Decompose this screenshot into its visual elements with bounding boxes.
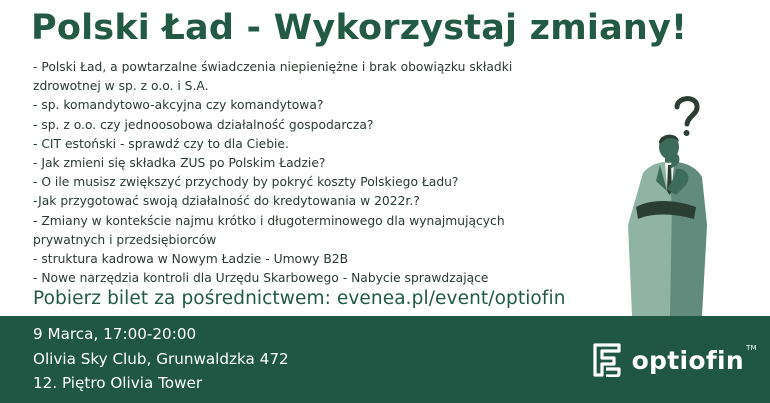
list-item: - struktura kadrowa w Nowym Ładzie - Umowy B2B bbox=[33, 252, 349, 267]
event-footer bbox=[0, 316, 770, 403]
list-item: - Nowe narzędzia kontroli dla Urzędu Skarbowego - Nabycie sprawdzające bbox=[33, 271, 489, 286]
list-item: - Polski Ład, a powtarzalne świadczenia niepieniężne i brak obowiązku składki bbox=[33, 60, 513, 74]
list-item: prywatnych i przedsiębiorców bbox=[33, 232, 217, 247]
list-item: - sp. z o.o. czy jednoosobowa działalność gospodarcza? bbox=[33, 117, 374, 132]
optiofin-logo-icon bbox=[592, 343, 622, 377]
brand-name: optiofin TM bbox=[631, 343, 757, 375]
event-date: 9 Marca, 17:00-20:00 bbox=[33, 325, 197, 343]
event-floor: 12. Piętro Olivia Tower bbox=[33, 374, 203, 392]
trademark-mark: TM bbox=[746, 343, 757, 352]
list-item: zdrowotnej w sp. z o.o. i S.A. bbox=[33, 79, 209, 94]
list-item: - CIT estoński - sprawdź czy to dla Ciebie. bbox=[33, 136, 289, 151]
page-title: Polski Ład - Wykorzystaj zmiany! bbox=[31, 8, 688, 48]
question-mark-icon bbox=[677, 99, 697, 136]
list-item: - O ile musisz zwiększyć przychody by pokryć koszty Polskiego Ładu? bbox=[33, 175, 459, 190]
ticket-link[interactable]: Pobierz bilet za pośrednictwem: evenea.pl/event/optiofin bbox=[33, 288, 566, 309]
brand-logo bbox=[592, 342, 757, 378]
event-details bbox=[33, 322, 289, 396]
list-item: -Jak przygotować swoją działalność do kredytowania w 2022r.? bbox=[33, 194, 420, 209]
thinking-man-illustration bbox=[610, 95, 726, 316]
event-venue: Olivia Sky Club, Grunwaldzka 472 bbox=[33, 349, 289, 368]
list-item: - Jak zmieni się składka ZUS po Polskim Ładzie? bbox=[33, 156, 326, 171]
list-item: - sp. komandytowo-akcyjna czy komandytowa? bbox=[33, 98, 324, 113]
list-item: - Zmiany w kontekście najmu krótko i długoterminowego dla wynajmujących bbox=[33, 213, 505, 228]
topic-list bbox=[33, 58, 593, 288]
